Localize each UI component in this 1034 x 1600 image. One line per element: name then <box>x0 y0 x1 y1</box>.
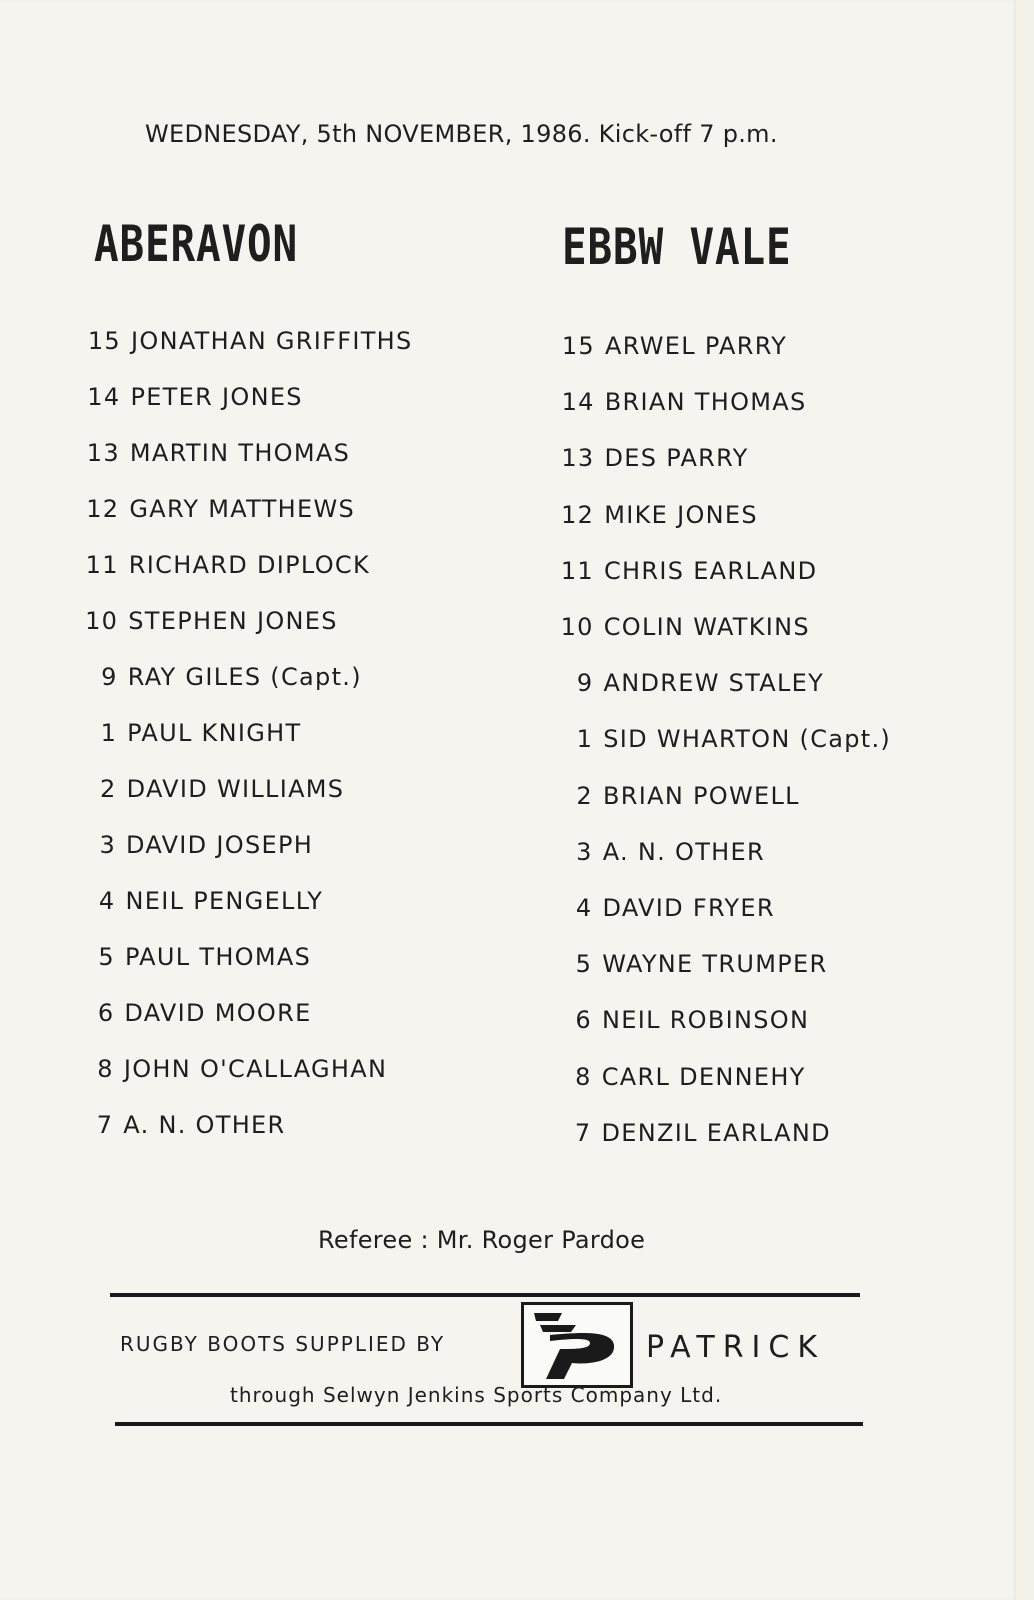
player-number: 8 <box>575 1062 592 1091</box>
player-name: BRIAN POWELL <box>603 781 800 810</box>
player-number: 5 <box>98 943 115 971</box>
player-name: DENZIL EARLAND <box>601 1118 831 1147</box>
player-number: 7 <box>574 1118 592 1147</box>
player-row <box>554 1063 806 1091</box>
player-row <box>554 950 827 978</box>
supplier-line: through Selwyn Jenkins Sports Company Ltd. <box>230 1383 723 1407</box>
player-name: BRIAN THOMAS <box>604 388 807 417</box>
player-row <box>555 782 800 810</box>
player-number: 1 <box>576 725 594 754</box>
player-name: ARWEL PARRY <box>605 332 788 360</box>
player-name: SID WHARTON (Capt.) <box>603 725 892 754</box>
player-name: NEIL PENGELLY <box>125 887 324 915</box>
player-number: 6 <box>97 999 115 1027</box>
player-row <box>555 894 775 922</box>
home-team-name: ABERAVON <box>94 215 299 273</box>
player-name: DAVID WILLIAMS <box>126 775 345 803</box>
player-number: 6 <box>575 1006 592 1035</box>
player-number: 4 <box>575 894 593 922</box>
player-row <box>75 1111 285 1139</box>
player-number: 5 <box>575 950 593 979</box>
player-name: DES PARRY <box>604 444 749 473</box>
player-number: 2 <box>100 775 117 803</box>
player-name: PAUL THOMAS <box>124 943 312 971</box>
player-row <box>557 332 787 360</box>
player-row <box>81 495 355 523</box>
player-number: 1 <box>100 719 118 747</box>
player-name: CARL DENNEHY <box>601 1062 806 1091</box>
player-number: 9 <box>101 663 118 691</box>
player-name: MIKE JONES <box>604 500 758 529</box>
boots-supplied-text: RUGBY BOOTS SUPPLIED BY <box>120 1332 446 1356</box>
player-number: 13 <box>561 444 595 473</box>
sponsor-brand-name: PATRICK <box>646 1330 826 1365</box>
player-row <box>79 719 301 747</box>
player-row <box>557 388 807 416</box>
player-row <box>82 383 302 411</box>
player-row <box>556 669 825 697</box>
player-name: A. N. OTHER <box>602 837 765 866</box>
player-row <box>79 775 345 803</box>
player-name: RICHARD DIPLOCK <box>128 551 370 579</box>
patrick-logo-icon <box>521 1302 633 1388</box>
player-name: MARTIN THOMAS <box>129 439 351 467</box>
player-row <box>80 607 338 635</box>
player-name: ANDREW STALEY <box>603 669 825 698</box>
player-name: GARY MATTHEWS <box>129 495 356 523</box>
player-number: 11 <box>560 556 594 585</box>
player-name: COLIN WATKINS <box>603 613 810 641</box>
player-row <box>78 887 324 915</box>
referee-line: Referee : Mr. Roger Pardoe <box>318 1226 646 1254</box>
player-row <box>555 725 891 753</box>
bottom-divider <box>115 1422 863 1426</box>
player-name: NEIL ROBINSON <box>602 1006 810 1035</box>
player-number: 11 <box>85 551 119 579</box>
player-row <box>77 943 311 971</box>
player-name: A. N. OTHER <box>123 1111 286 1139</box>
player-number: 12 <box>86 495 120 523</box>
player-row <box>81 551 370 579</box>
player-row <box>554 1119 831 1147</box>
player-row <box>83 327 413 355</box>
away-team-name: EBBW VALE <box>562 218 792 276</box>
player-name: DAVID FRYER <box>602 894 775 922</box>
player-name: RAY GILES (Capt.) <box>127 663 362 691</box>
player-number: 15 <box>87 327 121 355</box>
player-number: 9 <box>576 669 594 698</box>
player-name: JOHN O'CALLAGHAN <box>123 1055 388 1083</box>
player-number: 15 <box>561 332 595 360</box>
player-number: 10 <box>85 607 119 635</box>
player-row <box>76 1055 387 1083</box>
player-number: 10 <box>560 613 594 641</box>
player-row <box>555 838 765 866</box>
player-name: STEPHEN JONES <box>128 607 338 635</box>
player-number: 12 <box>561 500 595 529</box>
player-row <box>556 501 758 529</box>
player-row <box>556 613 810 641</box>
player-name: DAVID JOSEPH <box>126 831 314 859</box>
player-number: 3 <box>576 837 593 866</box>
player-number: 7 <box>96 1111 114 1139</box>
player-row <box>554 1006 809 1034</box>
player-name: PETER JONES <box>130 383 303 411</box>
player-name: WAYNE TRUMPER <box>602 950 828 979</box>
player-number: 14 <box>87 383 121 411</box>
player-name: PAUL KNIGHT <box>127 719 302 747</box>
patrick-logo-graphic <box>524 1305 630 1385</box>
player-number: 8 <box>97 1055 114 1083</box>
player-row <box>80 663 362 691</box>
player-name: DAVID MOORE <box>124 999 312 1027</box>
player-number: 3 <box>99 831 117 859</box>
player-row <box>76 999 311 1027</box>
player-row <box>82 439 350 467</box>
player-row <box>557 444 749 472</box>
player-row <box>78 831 313 859</box>
player-name: JONATHAN GRIFFITHS <box>131 327 413 355</box>
player-number: 14 <box>561 388 595 417</box>
player-number: 13 <box>86 439 120 467</box>
player-row <box>556 557 817 585</box>
player-number: 2 <box>576 781 593 810</box>
player-number: 4 <box>98 887 116 915</box>
match-date-line: WEDNESDAY, 5th NOVEMBER, 1986. Kick-off 7 p.m. <box>145 120 778 148</box>
top-divider <box>110 1293 860 1297</box>
player-name: CHRIS EARLAND <box>604 556 818 585</box>
